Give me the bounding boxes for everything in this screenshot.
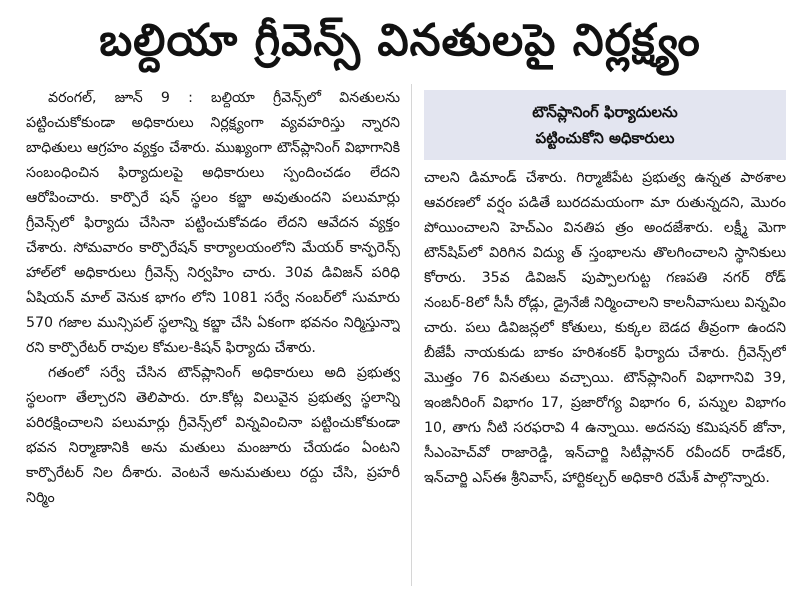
subheading-callout [424, 90, 786, 160]
article-column-left [26, 86, 400, 586]
callout-line-1: టౌన్‌ప్లానింగ్ ఫిర్యాదులను [532, 103, 678, 121]
headline: బల్దియా గ్రీవెన్స్ వినతులపై నిర్లక్ష్యం [99, 15, 701, 66]
article-column-right [424, 166, 786, 586]
article-paragraph: గతంలో సర్వే చేసిన టౌన్‌ప్లానింగ్ అధికారులు అది ప్రభుత్వ స్థలంగా తేల్చారని తెలిపారు. రూ.కోట్ల విలువైన ప్రభుత్వ స్థలాన్ని పరిరక్షించాలని పలుమార్లు గ్రీవెన్స్‌లో విన్నవించినా పట్టించుకోకుండా భవన నిర్మాణానికి అను మతులు మంజూరు చేయడం ఏంటని కార్పొరేటర్ నిల దీశారు. వెంటనే అనుమతులు రద్దు చేసి, ప్రహరీ నిర్మిం [26, 365, 400, 506]
article-paragraph: వరంగల్, జూన్ 9 : బల్దియా గ్రీవెన్స్‌లో వినతులను పట్టించుకోకుండా అధికారులు నిర్లక్ష్యంగా వ్యవహరిస్తు న్నారని బాధితులు ఆగ్రహం వ్యక్తం చేశారు. ముఖ్యంగా టౌన్‌ప్లానింగ్ విభాగానికి సంబంధించిన ఫిర్యాదులపై అధికారులు స్పందించడం లేదని ఆరోపించారు. కార్పొరే షన్ స్థలం కబ్జా అవుతుందని పలుమార్లు గ్రీవెన్స్‌లో ఫిర్యాదు చేసినా పట్టించుకోవడం లేదని ఆవేదన వ్యక్తం చేశారు. సోమవారం కార్పొరేషన్ కార్యాలయంలోని మేయర్ కాన్ఫరెన్స్ హాల్‌లో అధికారులు గ్రీవెన్స్ నిర్వహిం చారు. 30వ డివిజన్ పరిధి ఏషియన్ మాల్ వెనుక భాగం లోని 1081 సర్వే నంబర్‌లో సుమారు 570 గజాల మున్సిపల్ స్థలాన్ని కబ్జా చేసి ఏకంగా భవనం నిర్మిస్తున్నా రని కార్పొరేటర్ రావుల కోమల-కిషన్ ఫిర్యాదు చేశారు. [26, 90, 400, 356]
article-paragraph: చాలని డిమాండ్ చేశారు. గిర్మాజీపేట ప్రభుత్వ ఉన్నత పాఠశాల ఆవరణలో వర్షం పడితే బురదమయంగా మా రుతున్నదని, మొరం పోయించాలని హెచ్ఎం వినతిప త్రం అందజేశారు. లక్ష్మీ మెగా టౌన్‌షిప్‌లో విరిగిన విద్యు త్ స్తంభాలను తొలగించాలని స్థానికులు కోరారు. 35వ డివిజన్ పుప్పాలగుట్ట గణపతి నగర్ రోడ్ నంబర్-8లో సీసీ రోడ్లు, డ్రైనేజీ నిర్మించాలని కాలనీవాసులు విన్నవిం చారు. పలు డివిజన్లలో కోతులు, కుక్కల బెడద తీవ్రంగా ఉందని బీజేపీ నాయకుడు బాకం హరిశంకర్ ఫిర్యాదు చేశారు. గ్రీవెన్స్‌లో మొత్తం 76 వినతులు వచ్చాయి. టౌన్‌ప్లానింగ్ విభాగానివి 39, ఇంజినీరింగ్ విభాగం 17, ప్రజారోగ్య విభాగం 6, పన్నుల విభాగం 10, తాగు నీటి సరఫరావి 4 ఉన్నాయి. అదనపు కమిషనర్ జోనా, సీఎంహెచ్‌వో రాజారెడ్డి, ఇన్‌చార్జి సిటీప్లానర్ రవీందర్ రాడేకర్, ఇన్‌చార్జి ఎస్ఈ శ్రీనివాస్, హార్టికల్చర్ అధికారి రమేశ్ పాల్గొన్నారు. [424, 170, 786, 486]
column-divider [411, 84, 412, 586]
callout-line-2: పట్టించుకోని అధికారులు [535, 129, 675, 147]
